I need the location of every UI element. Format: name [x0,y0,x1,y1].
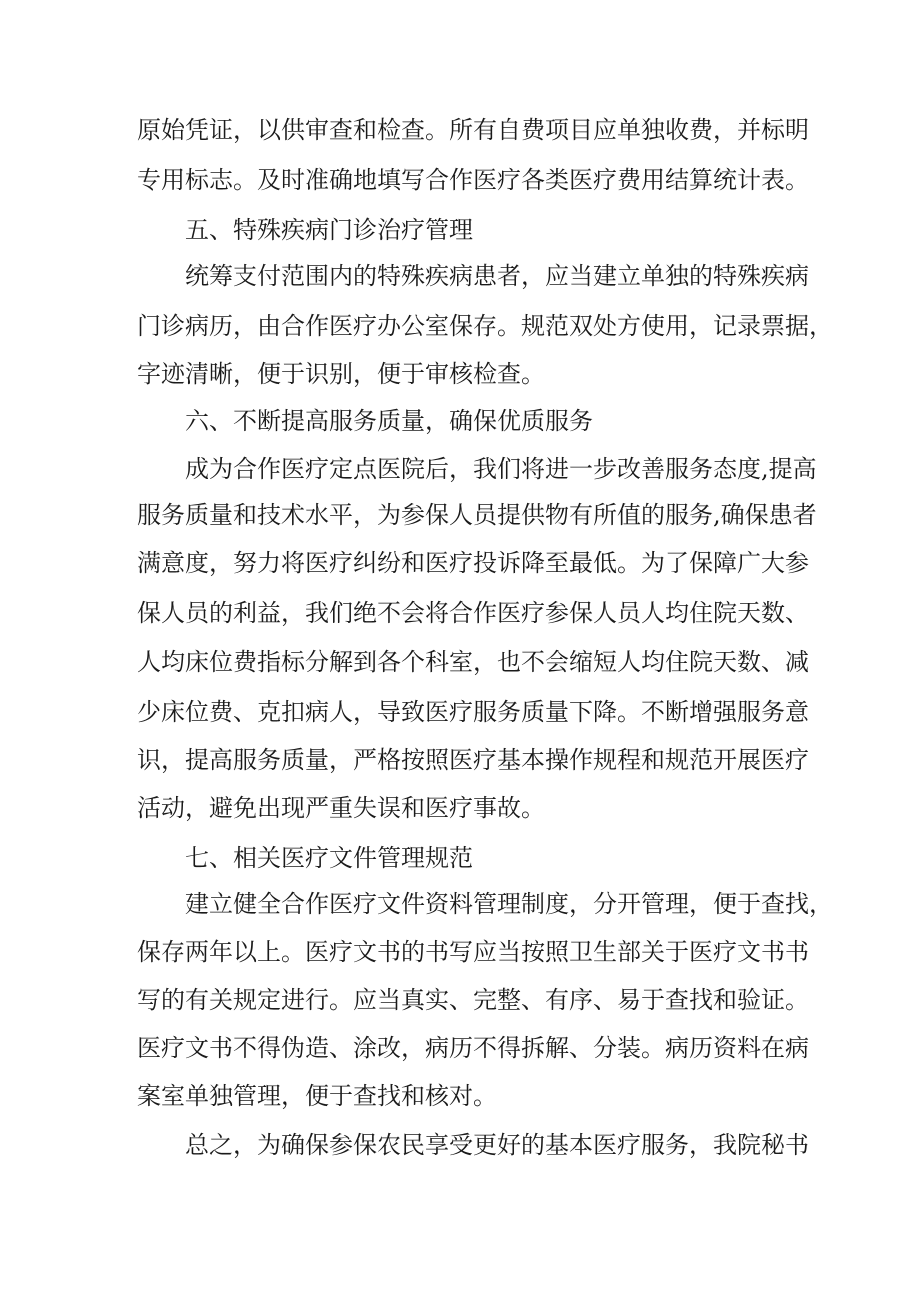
section-heading: 六、不断提高服务质量，确保优质服务 [185,407,593,435]
text-line: 少床位费、克扣病人，导致医疗服务质量下降。不断增强服务意 [137,698,809,726]
text-line: 成为合作医疗定点医院后，我们将进一步改善服务态度,提高 [185,455,817,483]
section-heading: 七、相关医疗文件管理规范 [185,844,473,872]
text-line: 活动，避免出现严重失误和医疗事故。 [137,794,545,822]
text-line: 保存两年以上。医疗文书的书写应当按照卫生部关于医疗文书书 [137,938,809,966]
text-line: 人均床位费指标分解到各个科室，也不会缩短人均住院天数、减 [137,648,809,676]
text-line: 识，提高服务质量，严格按照医疗基本操作规程和规范开展医疗 [137,746,809,774]
text-line: 服务质量和技术水平，为参保人员提供物有所值的服务,确保患者 [137,501,817,529]
text-line: 统筹支付范围内的特殊疾病患者，应当建立单独的特殊疾病 [185,262,809,290]
text-line: 专用标志。及时准确地填写合作医疗各类医疗费用结算统计表。 [137,166,809,194]
text-line: 原始凭证，以供审查和检查。所有自费项目应单独收费，并标明 [137,116,809,144]
text-line: 总之，为确保参保农民享受更好的基本医疗服务，我院秘书 [185,1131,809,1159]
text-line: 字迹清晰，便于识别，便于审核检查。 [137,360,545,388]
section-heading: 五、特殊疾病门诊治疗管理 [185,216,473,244]
text-line: 保人员的利益，我们绝不会将合作医疗参保人员人均住院天数、 [137,599,809,627]
text-line: 满意度，努力将医疗纠纷和医疗投诉降至最低。为了保障广大参 [137,549,809,577]
text-line: 门诊病历，由合作医疗办公室保存。规范双处方使用，记录票据， [137,312,833,340]
text-line: 案室单独管理，便于查找和核对。 [137,1082,497,1110]
text-line: 建立健全合作医疗文件资料管理制度，分开管理，便于查找， [185,890,833,918]
text-line: 医疗文书不得伪造、涂改，病历不得拆解、分装。病历资料在病 [137,1034,809,1062]
text-line: 写的有关规定进行。应当真实、完整、有序、易于查找和验证。 [137,986,809,1014]
